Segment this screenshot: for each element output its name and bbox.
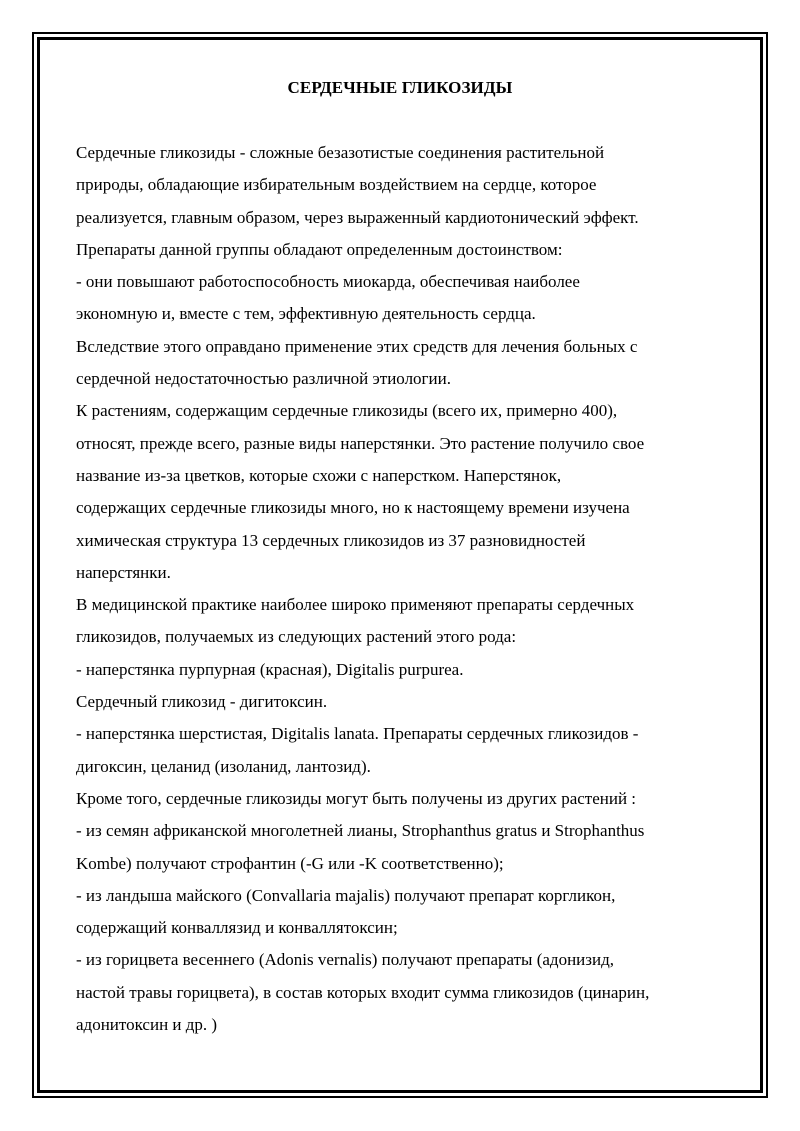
body-line: К растениям, содержащим сердечные гликозиды (всего их, примерно 400), [76, 401, 618, 421]
body-line: содержащий конваллязид и конваллятоксин; [76, 918, 398, 938]
body-line: сердечной недостаточностью различной этиологии. [76, 369, 451, 389]
body-line: название из-за цветков, которые схожи с наперстком. Наперстянок, [76, 465, 562, 485]
body-line: химическая структура 13 сердечных гликозидов из 37 разновидностей [76, 530, 586, 550]
document-title: СЕРДЕЧНЫЕ ГЛИКОЗИДЫ [287, 78, 513, 97]
body-line: - наперстянка шерстистая, Digitalis lanata. Препараты сердечных гликозидов - [76, 724, 639, 744]
body-line: - они повышают работоспособность миокарда, обеспечивая наиболее [76, 272, 580, 292]
body-line: - из семян африканской многолетней лианы, Strophanthus gratus и Strophanthus [76, 821, 645, 841]
body-line: - из ландыша майского (Convallaria majalis) получают препарат коргликон, [76, 885, 616, 905]
document-body [76, 137, 736, 1041]
body-line: природы, обладающие избирательным воздействием на сердце, которое [76, 175, 597, 195]
body-line: - наперстянка пурпурная (красная), Digitalis purpurea. [76, 659, 464, 679]
body-line: - из горицвета весеннего (Adonis vernalis) получают препараты (адонизид, [76, 950, 614, 970]
body-line: дигоксин, целанид (изоланид, лантозид). [76, 756, 371, 776]
body-line: адонитоксин и др. ) [76, 1015, 218, 1035]
body-line: В медицинской практике наиболее широко применяют препараты сердечных [76, 595, 635, 615]
body-line: Вследствие этого оправдано применение этих средств для лечения больных с [76, 336, 638, 356]
body-line: относят, прежде всего, разные виды наперстянки. Это растение получило свое [76, 433, 645, 453]
body-line: экономную и, вместе с тем, эффективную деятельность сердца. [76, 304, 536, 324]
body-line: Сердечный гликозид - дигитоксин. [76, 692, 328, 712]
body-line: Кроме того, сердечные гликозиды могут быть получены из других растений : [76, 788, 637, 808]
body-line: содержащих сердечные гликозиды много, но к настоящему времени изучена [76, 498, 630, 518]
body-line: настой травы горицвета), в состав которых входит сумма гликозидов (цинарин, [76, 982, 650, 1002]
body-line: реализуется, главным образом, через выраженный кардиотонический эффект. [76, 207, 639, 227]
body-line: наперстянки. [76, 562, 171, 582]
body-line: гликозидов, получаемых из следующих растений этого рода: [76, 627, 517, 647]
body-line: Препараты данной группы обладают определенным достоинством: [76, 239, 563, 259]
body-line: Kombe) получают строфантин (-G или -K соответственно); [76, 853, 504, 873]
body-line: Сердечные гликозиды - сложные безазотистые соединения растительной [76, 143, 605, 162]
